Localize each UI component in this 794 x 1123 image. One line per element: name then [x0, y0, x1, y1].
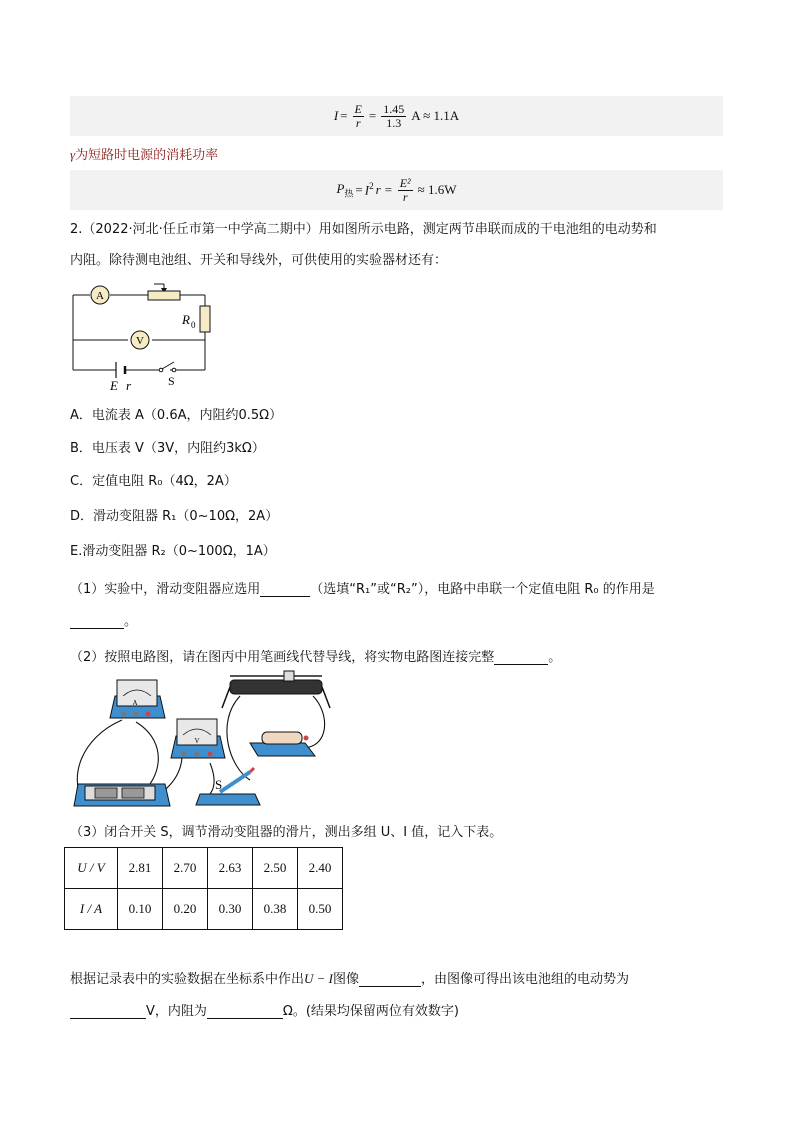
fraction-denominator: r: [402, 189, 408, 204]
option-a: A．电流表 A（0.6A，内阻约0.5Ω）: [70, 408, 283, 423]
table-cell: 2.70: [163, 848, 208, 889]
r0-label: R: [182, 312, 190, 327]
switch-contact: [159, 368, 163, 372]
note-text: 为短路时电源的消耗功率: [75, 148, 219, 163]
ammeter-label: A: [96, 290, 104, 302]
part2-text: （2）按照电路图，请在图丙中用笔画线代替导线，将实物电路图连接完整: [70, 650, 495, 665]
formula-box-current: [70, 96, 723, 136]
graph-answer-blank[interactable]: [359, 971, 421, 987]
fixed-resistor-device: [250, 732, 315, 756]
switch-device-label: S: [215, 777, 223, 792]
fixed-resistor-symbol: [200, 306, 210, 332]
table-cell: 2.81: [118, 848, 163, 889]
emf-answer-blank[interactable]: [70, 1003, 146, 1019]
question-line-1: 2.（2022·河北·任丘市第一中学高二期中）用如图所示电路，测定两节串联而成的干电池组的电动势和: [70, 222, 657, 237]
fraction-e-over-r: [353, 103, 364, 130]
table-cell: 2.50: [253, 848, 298, 889]
data-table: [64, 847, 343, 930]
part1-line-2: [70, 610, 137, 629]
option-e: E.滑动变阻器 R₂（0~100Ω，1A）: [70, 544, 276, 559]
fraction-denominator: 1.3: [386, 115, 402, 130]
ui-graph-label: U − I: [304, 971, 334, 986]
fraction-numerator: 1.45: [383, 101, 405, 116]
option-c: C．定值电阻 R₀（4Ω，2A）: [70, 474, 237, 489]
formula-i-squared: $I^2$: [364, 181, 374, 198]
option-d: D．滑动变阻器 R₁（0~10Ω，2A）: [70, 509, 279, 524]
part2-text-end: 。: [548, 650, 562, 665]
formula-symbol-i: I: [333, 108, 339, 123]
switch-label: S: [168, 374, 175, 388]
note-symbol: γ: [70, 147, 76, 162]
fraction-denominator: r: [355, 115, 361, 130]
part3-answer-text-e: Ω。(结果均保留两位有效数字): [282, 1004, 459, 1019]
switch-device: [196, 768, 260, 805]
voltmeter-device: [171, 719, 225, 758]
formula-equals: =: [340, 108, 348, 123]
table-row: [65, 889, 343, 930]
part3-answer-text-a: 根据记录表中的实验数据在坐标系中作出: [70, 972, 305, 987]
switch-contact: [172, 368, 176, 372]
formula-r-equals: r =: [375, 182, 393, 197]
table-header-voltage: U / V: [65, 848, 118, 889]
part1-text-b: （选填“R₁”或“R₂”），电路中串联一个定值电阻 R₀ 的作用是: [310, 582, 655, 597]
formula-result: ≈ 1.6W: [417, 182, 457, 197]
table-header-current: I / A: [65, 889, 118, 930]
formula-box-power: [70, 170, 723, 210]
battery-holder-device: [74, 784, 170, 806]
formula-equals: =: [368, 108, 377, 123]
table-cell: 2.40: [298, 848, 343, 889]
apparatus-illustration: [70, 668, 360, 813]
note-line: [70, 144, 218, 163]
part1-answer-blank-2[interactable]: [70, 613, 124, 629]
fraction-e2-over-r: [398, 177, 413, 204]
rheostat-symbol: [148, 291, 180, 300]
part3-answer-line-1: [70, 968, 629, 987]
ammeter-device: [110, 680, 165, 718]
voltmeter-label: V: [136, 335, 144, 347]
circuit-diagram: [70, 282, 220, 392]
part3-answer-line-2: [70, 1000, 459, 1019]
part3-answer-text-c: ，由图像可得出该电池组的电动势为: [421, 972, 630, 987]
part1-text-a: （1）实验中，滑动变阻器应选用: [70, 582, 261, 597]
formula-symbol-p: $P_热$: [336, 180, 354, 199]
emf-label: E: [110, 378, 118, 392]
formula-power: [336, 177, 456, 204]
fraction-numerator: E: [354, 101, 362, 116]
table-row: [65, 848, 343, 889]
table-cell: 0.50: [298, 889, 343, 930]
part1-line: [70, 578, 655, 597]
fraction-numeric: [381, 103, 406, 130]
formula-current: [334, 103, 459, 130]
table-cell: 0.38: [253, 889, 298, 930]
rheostat-device: [222, 671, 330, 708]
r0-subscript: 0: [191, 320, 196, 330]
table-cell: 0.30: [208, 889, 253, 930]
part2-answer-blank[interactable]: [494, 649, 548, 665]
table-cell: 0.20: [163, 889, 208, 930]
option-b: B．电压表 V（3V，内阻约3kΩ）: [70, 441, 265, 456]
ammeter-device-label: A: [132, 699, 138, 707]
fraction-numerator: E²: [399, 175, 411, 190]
question-line-2: 内阻。除待测电池组、开关和导线外，可供使用的实验器材还有：: [70, 253, 448, 268]
voltmeter-device-label: V: [194, 737, 200, 745]
formula-equals: =: [355, 182, 363, 197]
part3-answer-text-b: 图像: [333, 972, 360, 987]
table-cell: 2.63: [208, 848, 253, 889]
internal-resistance-label: r: [126, 378, 132, 392]
part1-answer-blank-1[interactable]: [260, 581, 310, 597]
part3-answer-text-d: V，内阻为: [146, 1004, 207, 1019]
part2-line: [70, 646, 561, 665]
part1-text-end: 。: [124, 614, 138, 629]
table-cell: 0.10: [118, 889, 163, 930]
resistance-answer-blank[interactable]: [207, 1003, 283, 1019]
formula-result: A ≈ 1.1A: [411, 108, 460, 123]
part3-line: （3）闭合开关 S，调节滑动变阻器的滑片，测出多组 U、I 值，记入下表。: [70, 825, 503, 840]
